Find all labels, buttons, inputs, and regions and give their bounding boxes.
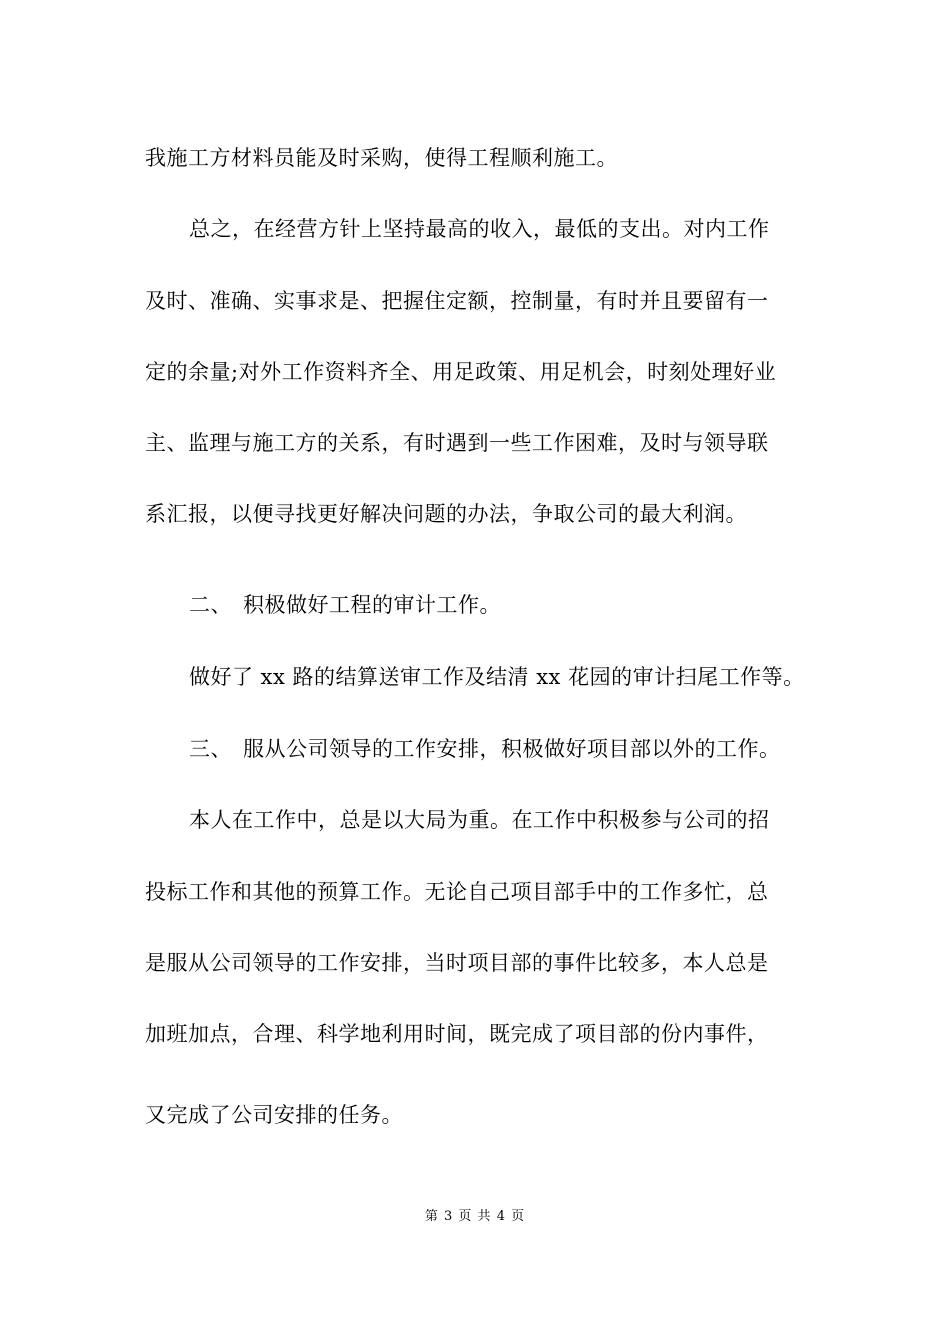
section-heading-2: 二、 积极做好工程的审计工作。	[189, 593, 501, 617]
text-line-1: 我施工方材料员能及时采购，使得工程顺利施工。	[145, 146, 618, 170]
text-line-14: 又完成了公司安排的任务。	[145, 1103, 403, 1127]
section-heading-3: 三、 服从公司领导的工作安排，积极做好项目部以外的工作。	[189, 737, 781, 761]
text-line-8: 做好了 xx 路的结算送审工作及结清 xx 花园的审计扫尾工作等。	[189, 665, 805, 689]
text-line-3: 及时、准确、实事求是、把握住定额，控制量，有时并且要留有一	[145, 289, 769, 313]
text-line-11: 投标工作和其他的预算工作。无论自己项目部手中的工作多忙，总	[145, 880, 769, 904]
text-line-5: 主、监理与施工方的关系，有时遇到一些工作困难，及时与领导联	[145, 431, 769, 455]
text-line-2: 总之，在经营方针上坚持最高的收入，最低的支出。对内工作	[189, 217, 770, 241]
text-line-10: 本人在工作中，总是以大局为重。在工作中积极参与公司的招	[189, 808, 770, 832]
text-line-13: 加班加点，合理、科学地利用时间，既完成了项目部的份内事件，	[145, 1022, 769, 1046]
page-number-footer: 第 3 页 共 4 页	[424, 1209, 526, 1224]
text-line-6: 系汇报，以便寻找更好解决问题的办法，争取公司的最大利润。	[145, 502, 747, 526]
text-line-12: 是服从公司领导的工作安排，当时项目部的事件比较多，本人总是	[145, 951, 769, 975]
text-line-4: 定的余量;对外工作资料齐全、用足政策、用足机会，时刻处理好业	[145, 360, 777, 384]
